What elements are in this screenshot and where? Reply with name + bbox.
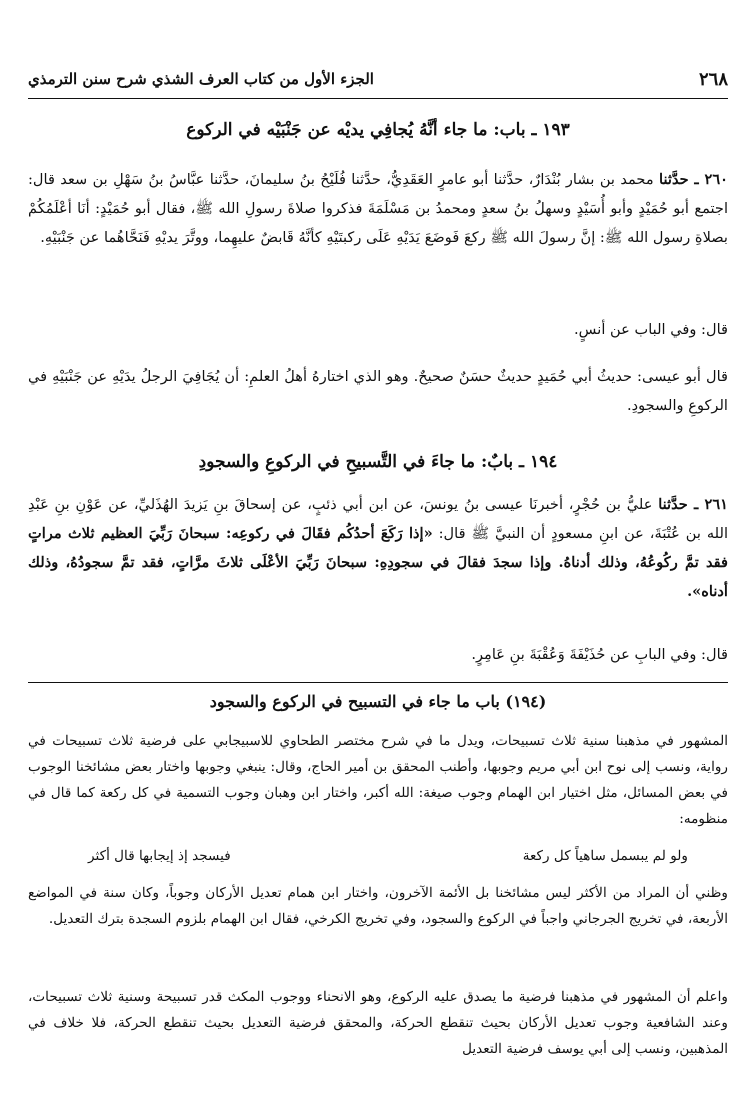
running-header [28,60,728,99]
commentary-para-3: واعلم أن المشهور في مذهبنا فرضية ما يصدق عليه الركوع، وهو الانحناء ووجوب المكث قدر تسبيحة وسنية ثلاث تسبيحات، وعند الشافعية وجوب تعديل الأركان بحيث تنقطع الحركة، والمحقق فرضية التعديل بحيث تنقطع الحركة، فلا خلاف في المذهبين، ونسب إلى أبي يوسف فرضية التعديل [28,989,728,1057]
poem-hemistich-left: فيسجد إذ إيجابها قال أكثر [88,848,231,864]
commentary-divider [28,682,728,683]
poem-verse [88,848,688,864]
hadith-261-text: عليُّ بن حُجْرٍ، أخبرنَا عيسى بنُ يونسَ، عن ابن أبي ذئبٍ، عن إسحاقَ بنِ يَزيدَ الهُذَليِّ، عن عَوْنِ بنِ عَبْدِ الله بن عُتْبَةَ، عن ابنِ مسعودٍ أن النبيَّ ﷺ قال: [28,496,728,542]
commentary-para-1: المشهور في مذهبنا سنية ثلاث تسبيحات، ويدل ما في شرح مختصر الطحاوي للاسبيجابي على فرضية ثلاث تسبيحات في رواية، ونسب إلى نوح ابن أبي مريم وجوبها، وأطنب المحقق بن أمير الحاج، وقال: ينبغي وجوبها واختار بعض مشائخنا الوجوب في بعض المسائل، مثل اختيار ابن الهمام وجوب صيغة: الله أكبر، واختار ابن وهبان وجوب التسمية في كل ركعة كما قال في منظومه: [28,733,728,827]
chapter-193-abu-isa: قال أبو عيسى: حديثُ أبي حُمَيدٍ حديثٌ حسَنٌ صحيحٌ. وهو الذي اختارهُ أهلُ العلمِ: أن يُجَافِيَ الرجلُ يدَيْهِ عن جَنْبَيْهِ في الركوعِ والسجودِ. [28,368,728,414]
hadith-260-number: ٢٦٠ ـ حدَّثنا [659,171,729,188]
book-title: الجزء الأول من كتاب العرف الشذي شرح سنن الترمذي [28,70,374,88]
hadith-260-text: محمد بن بشار بُنْدَارٌ، حدَّثنا أبو عامرٍ العَقَدِيُّ، حدَّثنا فُلَيْحُ بنُ سليمانَ، حدَّثنا عبَّاسُ بنُ سَهْلِ بن سعد قال: اجتمع أبو حُمَيْدٍ وأبو أُسَيْدٍ وسهلُ بنُ سعدٍ ومحمدُ بن مَسْلَمَةَ فذكروا صلاةَ رسولِ الله ﷺ، فقال أبو حُمَيْدٍ: أنَا أعْلَمُكُمْ بصلاةِ رسول الله ﷺ: إنَّ رسولَ الله ﷺ ركعَ فَوضَعَ يَدَيْهِ عَلَى ركبتَيْهِ كأنَّهُ قَابضٌ عليهِما، ووتَّرَ يديْهِ فَنَحَّاهُما عن جَنْبَيْهِ. [28,171,728,246]
chapter-193-bab-note: قال: وفي الباب عن أنسٍ. [574,321,728,338]
hadith-261-number: ٢٦١ ـ حدَّثنا [658,496,729,513]
chapter-193-heading: ١٩٣ ـ باب: ما جاء أنَّهُ يُجافِي يديْه عن جَنْبَيْه في الركوع [186,120,570,140]
chapter-194-heading: ١٩٤ ـ بابٌ: ما جاءَ في التَّسبيحِ في الركوعِ والسجودِ [198,452,558,472]
hadith-260 [28,165,728,252]
hadith-261 [28,490,728,606]
chapter-194-bab-note: قال: وفي البابِ عن حُذَيْفَةَ وَعُقْبَةَ بنِ عَامِرٍ. [471,646,728,663]
commentary-title: (١٩٤) باب ما جاء في التسبيح في الركوع والسجود [209,692,547,711]
hadith-261-prophetic-text: «إذا رَكَعَ أحدُكُم فقَالَ في ركوعِه: سبحانَ رَبِّيَ العظيم ثلاث مراتٍ فقد تمَّ ركُوعُهُ، وذلك أدناهُ. وإذا سجدَ فقالَ في سجودِهِ: سبحانَ رَبِّيَ الأعْلَى ثلاثَ مرَّاتٍ، فقد تمَّ سجودُهُ، وذلك أدناه». [28,525,728,600]
commentary-para-2: وظني أن المراد من الأكثر ليس مشائخنا بل الأئمة الآخرون، واختار ابن همام تعديل الأركان وجوباً، وكان سنة في المواضع الأربعة، في تخريج الجرجاني واجباً في الركوع والسجود، وفي تخريج الكرخي، فقال ابن الهمام بلزوم السجدة بترك التعديل. [28,885,728,927]
poem-hemistich-right: ولو لم يبسمل ساهياً كل ركعة [522,848,688,864]
book-page [28,0,728,1104]
page-number: ٢٦٨ [698,68,728,90]
